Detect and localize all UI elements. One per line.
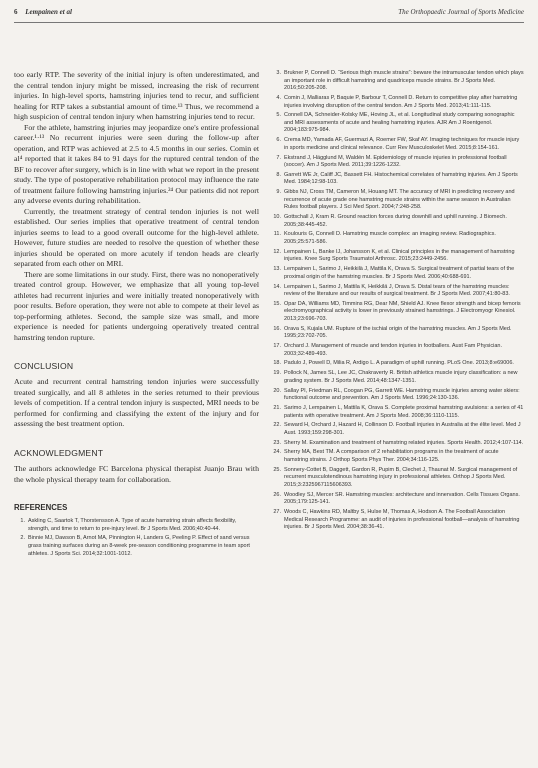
reference-item — [272, 405, 524, 420]
reference-number: 13. — [273, 266, 281, 273]
reference-text: Lempainen L, Sarimo J, Mattila K, Heikkilä J, Orava S. Distal tears of the hamstring muscles: review of the literature and our results of surgical treatment. Br J Sports Med. 2007;41:80-83. — [284, 283, 510, 298]
references-heading: REFERENCES — [14, 503, 68, 513]
reference-item — [272, 214, 524, 229]
reference-item — [272, 95, 524, 110]
reference-text: Ekstrand J, Hägglund M, Waldén M. Epidemiology of muscle injuries in professional football (soccer). Am J Sports Med. 2011;39:1226-1232. — [284, 154, 507, 169]
reference-number: 9. — [276, 189, 281, 196]
reference-number: 15. — [273, 300, 281, 307]
reference-number: 25. — [273, 466, 281, 473]
reference-item — [272, 249, 524, 264]
reference-item — [272, 449, 524, 464]
header-left — [14, 8, 72, 16]
reference-number: 26. — [273, 491, 281, 498]
reference-text: Sarimo J, Lempainen L, Mattila K, Orava S. Complete proximal hamstring avulsions: a series of 41 patients with operative treatment. Am J Sports Med. 2008;36:1110-1115. — [284, 404, 524, 419]
reference-text: Connell DA, Schneider-Kolsky ME, Hoving JL, et al. Longitudinal study comparing sonographic and MRI assessments of acute and healing hamstring injuries. AJR Am J Roentgenol. 2004;183:975-984. — [284, 112, 515, 134]
reference-text: Sherry MA, Best TM. A comparison of 2 rehabilitation programs in the treatment of acute hamstring strains. J Orthop Sports Phys Ther. 2004;34:116-125. — [284, 449, 499, 463]
reference-number: 22. — [273, 422, 281, 429]
reference-item — [272, 509, 524, 532]
reference-item — [14, 518, 259, 533]
reference-number: 6. — [276, 137, 281, 144]
page-number: 6 — [14, 8, 18, 16]
reference-number: 8. — [276, 171, 281, 178]
reference-item — [272, 189, 524, 212]
reference-item — [272, 370, 524, 385]
reference-item — [272, 301, 524, 324]
reference-number: 5. — [276, 112, 281, 119]
acknowledgment-heading: ACKNOWLEDGMENT — [14, 447, 104, 458]
reference-text: Sherry M. Examination and treatment of hamstring related injuries. Sports Health. 2012;4:107-114. — [284, 439, 524, 446]
reference-text: Lempainen L, Sarimo J, Heikkilä J, Mattila K, Orava S. Surgical treatment of partial tears of the proximal origin of the hamstring muscles. Br J Sports Med. 2006;40:688-691. — [284, 266, 515, 280]
reference-text: Garrett WE Jr, Califf JC, Bassett FH. Histochemical correlates of hamstring injuries. Am J Sports Med. 1984;12:98-103. — [284, 171, 518, 186]
reference-item — [272, 422, 524, 437]
header-divider — [14, 22, 524, 23]
reference-item — [272, 343, 524, 358]
reference-item — [272, 388, 524, 403]
reference-item — [272, 155, 524, 170]
reference-text: Padulo J, Powell D, Milia R, Ardigo L. A paradigm of uphill running. PLoS One. 2013;8:e69006. — [284, 360, 514, 367]
acknowledgment-section — [14, 448, 259, 485]
reference-item — [272, 360, 524, 368]
acknowledgment-text: The authors acknowledge FC Barcelona physical therapist Juanjo Brau with the whole physical therapy team for collaboration. — [14, 463, 259, 484]
body-paragraph: For the athlete, hamstring injuries may jeopardize one's entire professional career.¹·¹³ No recurrent injuries were seen during the follow-up after operation, and RTP was achieved at 2.5 to 4.5 months in our series. Comin et al⁴ reported that it takes 84 to 91 days for the ruptured central tendon of the BF to recover after surgery, which is in line with what we report in the present study. The type of postoperative rehabilitation protocol may influence the rate of treatment failure following hamstring injuries.²⁴ Our patients did not report any adverse events during rehabilitation. — [14, 122, 259, 206]
reference-list-continued — [272, 70, 524, 532]
running-author: Lempainen et al — [25, 8, 72, 16]
reference-number: 24. — [273, 449, 281, 456]
reference-item — [272, 112, 524, 135]
reference-item — [272, 266, 524, 281]
reference-number: 16. — [273, 325, 281, 332]
reference-item — [272, 70, 524, 93]
reference-number: 7. — [276, 154, 281, 161]
reference-number: 3. — [276, 70, 281, 76]
reference-text: Gottschall J, Kram R. Ground reaction forces during downhill and uphill running. J Biomech. 2005;38:445-452. — [284, 214, 507, 228]
right-column — [272, 70, 524, 534]
reference-item — [14, 535, 259, 558]
left-column — [14, 70, 259, 560]
reference-text: Sonnery-Cottet B, Daggett, Gardon R, Pupim B, Clechet J, Thaunat M. Surgical management of recurrent musculotendinous hamstring injury in professional athletes. Orthop J Sports Med. 2015;3:2325967115606393. — [284, 466, 518, 488]
reference-text: Brukner P, Connell D. “Serious thigh muscle strains”: beware the intramuscular tendon which plays an important role in difficult hamstring and quadriceps muscle strains. Br J Sports Med. 2016;50:205-208. — [284, 70, 524, 92]
reference-number: 12. — [273, 248, 281, 255]
reference-number: 4. — [276, 94, 281, 101]
reference-text: Orava S, Kujala UM. Rupture of the ischial origin of the hamstring muscles. Am J Sports Med. 1995;23:702-705. — [284, 325, 512, 340]
reference-text: Woods C, Hawkins RD, Maltby S, Hulse M, Thomas A, Hodson A. The Football Association Medical Research Programme: an audit of injuries in professional football—analysis of hamstring injuries. Br J Sports Med. 2004;38:36-41. — [284, 508, 520, 531]
reference-number: 20. — [273, 387, 281, 394]
reference-text: Seward H, Orchard J, Hazard H, Collinson D. Football injuries in Australia at the élite level. Med J Aust. 1993;159:298-301. — [284, 422, 521, 436]
reference-item — [272, 172, 524, 187]
reference-item — [272, 467, 524, 490]
reference-text: Gibbs NJ, Cross TM, Cameron M, Houang MT. The accuracy of MRI in predicting recovery and recurrence of acute grade one hamstring muscle strains within the same season in Australian Rules football players. J Sci Med Sport. 2004;7:248-258. — [284, 189, 515, 211]
reference-text: Comin J, Malliaras P, Baquie P, Barbour T, Connell D. Return to competitive play after hamstring injuries involving disruption of the central tendon. Am J Sports Med. 2013;41:111-115. — [284, 94, 518, 109]
body-paragraph: Currently, the treatment strategy of central tendon injuries is not well established. Our series implies that operative treatment of central tendon injuries seems to lead to a good overall outcome for the high-level athlete. However, future studies are needed to resolve the question of whether these injuries should be operated on more acutely if tendon heads are clearly separated from each other on MRI. — [14, 206, 259, 269]
reference-item — [272, 492, 524, 507]
conclusion-heading: CONCLUSION — [14, 361, 74, 372]
reference-text: Opar DA, Williams MD, Timmins RG, Dear NM, Shield AJ. Knee flexor strength and bicep femoris electromyographical activity is lower in previously strained hamstrings. J Electromyogr Kinesiol. 2013;23:696-703. — [284, 300, 521, 323]
reference-item — [272, 326, 524, 341]
reference-text: Woodley SJ, Mercer SR. Hamstring muscles: architecture and innervation. Cells Tissues Organs. 2005;179:125-141. — [284, 491, 520, 506]
reference-item — [272, 284, 524, 299]
running-header — [14, 8, 524, 20]
reference-item — [272, 137, 524, 152]
reference-list — [14, 518, 259, 558]
reference-text: Pollock N, James SL, Lee JC, Chakraverty R. British athletics muscle injury classification: a new grading system. Br J Sports Med. 2014;48:1347-1351. — [284, 370, 518, 384]
reference-number: 10. — [273, 214, 281, 221]
conclusion-section — [14, 361, 259, 430]
reference-number: 23. — [273, 439, 281, 446]
reference-text: Binnie MJ, Dawson B, Arnot MA, Pinnington H, Landers G, Peeling P. Effect of sand versus grass training surfaces during an 8-week pre-season conditioning programme in team sport athletes. J Sports Sci. 2014;32:1001-1012. — [28, 535, 250, 557]
reference-number: 14. — [273, 283, 281, 290]
reference-number: 27. — [273, 508, 281, 515]
reference-number: 2. — [20, 535, 25, 542]
reference-number: 18. — [273, 360, 281, 367]
reference-number: 11. — [273, 231, 281, 238]
reference-text: Sallay PI, Friedman RL, Coogan PG, Garrett WE. Hamstring muscle injuries among water skiers: functional outcome and prevention. Am J Sports Med. 1996;24:130-136. — [284, 387, 520, 402]
reference-text: Askling C, Saartok T, Thorstensson A. Type of acute hamstring strain affects flexibility, strength, and time to return to pre-injury level. Br J Sports Med. 2006;40:40-44. — [28, 518, 237, 532]
body-paragraph: too early RTP. The severity of the initial injury is often underestimated, and the central tendon injury might be missed, increasing the risk of recurrent injuries. In high-level sports, hamstring injuries tend to recur, and sufficient healing for RTP takes a substantial amount of time.¹³ Thus, we recommend a high suspicion of central tendon injury when hamstring injuries tend to recur. — [14, 70, 259, 122]
journal-title: The Orthopaedic Journal of Sports Medicine — [398, 8, 524, 16]
reference-number: 21. — [273, 404, 281, 411]
reference-number: 1. — [20, 518, 25, 525]
reference-item — [272, 440, 524, 448]
body-paragraph: There are some limitations in our study. First, there was no nonoperatively treated control group. However, we emphasize that all young top-level athletes had recurrent injuries and were initially treated nonoperatively with poor results. Before operation, they were not able to compete at their level as top-performing athletes. Second, the sample size was small, and more experience is needed for patients undergoing operatively treated central hamstring tendon rupture. — [14, 269, 259, 342]
reference-text: Lempainen L, Banke IJ, Johansson K, et al. Clinical principles in the management of hamstring injuries. Knee Surg Sports Traumatol Arthrosc. 2015;23:2449-2456. — [284, 248, 515, 263]
reference-number: 17. — [273, 343, 281, 350]
reference-text: Orchard J. Management of muscle and tendon injuries in footballers. Aust Fam Physician. 2003;32:489-493. — [284, 343, 502, 357]
reference-text: Koulouris G, Connell D. Hamstring muscle complex: an imaging review. Radiographics. 2005;25:571-586. — [284, 231, 496, 246]
conclusion-text: Acute and recurrent central hamstring tendon injuries were successfully treated surgically, and all 8 athletes in the series returned to their previous levels of competition. If a central tendon injury is suspected, MRI needs to be performed for confirming and classifying the extent of the injury and for assessing the best treatment option. — [14, 377, 259, 429]
reference-text: Crema MD, Yamada AF, Guermazi A, Roemer FW, Skaf AY. Imaging techniques for muscle injury in sports medicine and clinical relevance. Curr Rev Musculoskelet Med. 2015;8:154-161. — [284, 137, 520, 151]
reference-item — [272, 231, 524, 246]
reference-number: 19. — [273, 370, 281, 377]
